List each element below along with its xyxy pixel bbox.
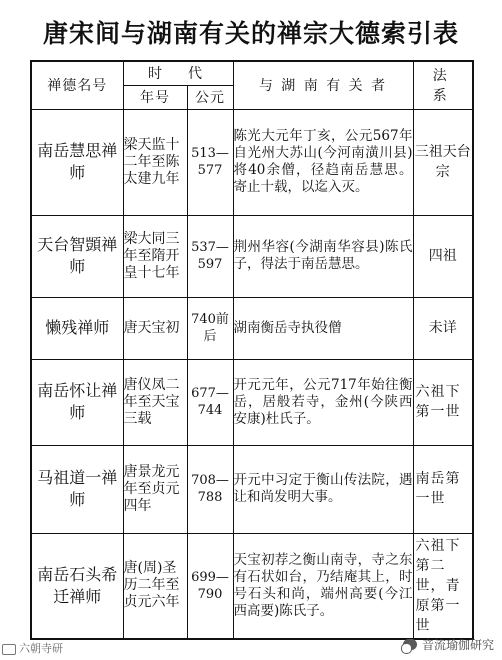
table-row	[31, 215, 473, 297]
hunan-relation: 开元元年，公元717年始往衡岳，居般若寺，金州(今陕西安康)杜氏子。	[233, 359, 413, 445]
hunan-relation: 荆州华容(今湖南华容县)陈氏子，得法于南岳慧思。	[233, 215, 413, 297]
era-name: 梁天监十二年至陈太建九年	[123, 109, 187, 215]
table-row	[31, 533, 473, 639]
watermark-right	[403, 636, 494, 653]
era-name: 唐(周)圣历二年至贞元六年	[123, 533, 187, 639]
table-row	[31, 445, 473, 533]
wechat-icon	[403, 639, 417, 650]
header-era-group: 时 代	[123, 61, 233, 85]
ad-years: 677—744	[187, 359, 233, 445]
table-row	[31, 359, 473, 445]
header-era-name: 年号	[123, 85, 187, 109]
monk-name: 南岳慧思禅师	[31, 109, 123, 215]
era-name: 唐仪凤二年至天宝三载	[123, 359, 187, 445]
hunan-relation: 开元中习定于衡山传法院，遇让和尚发明大事。	[233, 445, 413, 533]
page-title: 唐宋间与湖南有关的禅宗大德索引表	[42, 19, 459, 48]
header-year: 公元	[187, 85, 233, 109]
monk-name: 天台智顗禅师	[31, 215, 123, 297]
ad-years: 513—577	[187, 109, 233, 215]
lineage: 六祖下第一世	[413, 359, 473, 445]
lineage: 三祖天台宗	[413, 109, 473, 215]
ad-years: 740前后	[187, 297, 233, 359]
header-lineage: 法 系	[413, 61, 473, 109]
watermark-left-text: 六朝寺研	[19, 642, 63, 655]
era-name: 唐景龙元年至贞元四年	[123, 445, 187, 533]
header-relation: 与 湖 南 有 关 者	[233, 61, 413, 109]
camera-icon	[2, 644, 16, 655]
era-name: 梁大同三年至隋开皇十七年	[123, 215, 187, 297]
lineage: 六祖下第二世，青原第一世	[413, 533, 473, 639]
header-row	[31, 61, 473, 85]
lineage: 南岳第一世	[413, 445, 473, 533]
hunan-relation: 湖南衡岳寺执役僧	[233, 297, 413, 359]
hunan-relation: 陈光大元年丁亥，公元567年自光州大苏山(今河南潢川县)将40余僧，径趋南岳慧思。寄止十载，以迄入灭。	[233, 109, 413, 215]
monk-name: 懒残禅师	[31, 297, 123, 359]
lineage: 四祖	[413, 215, 473, 297]
era-name: 唐天宝初	[123, 297, 187, 359]
watermark-right-text: 音流瑜伽研究	[421, 638, 494, 652]
watermark-left	[2, 640, 63, 656]
monk-name: 南岳怀让禅师	[31, 359, 123, 445]
table-row	[31, 297, 473, 359]
header-name: 禅德名号	[31, 61, 123, 109]
index-table	[30, 60, 474, 640]
monk-name: 南岳石头希迁禅师	[31, 533, 123, 639]
ad-years: 537—597	[187, 215, 233, 297]
ad-years: 699—790	[187, 533, 233, 639]
hunan-relation: 天宝初荐之衡山南寺，寺之东有石状如台，乃结庵其上，时号石头和尚，端州高要(今江西高要)陈氏子。	[233, 533, 413, 639]
lineage: 未详	[413, 297, 473, 359]
monk-name: 马祖道一禅师	[31, 445, 123, 533]
table-row	[31, 109, 473, 215]
ad-years: 708—788	[187, 445, 233, 533]
